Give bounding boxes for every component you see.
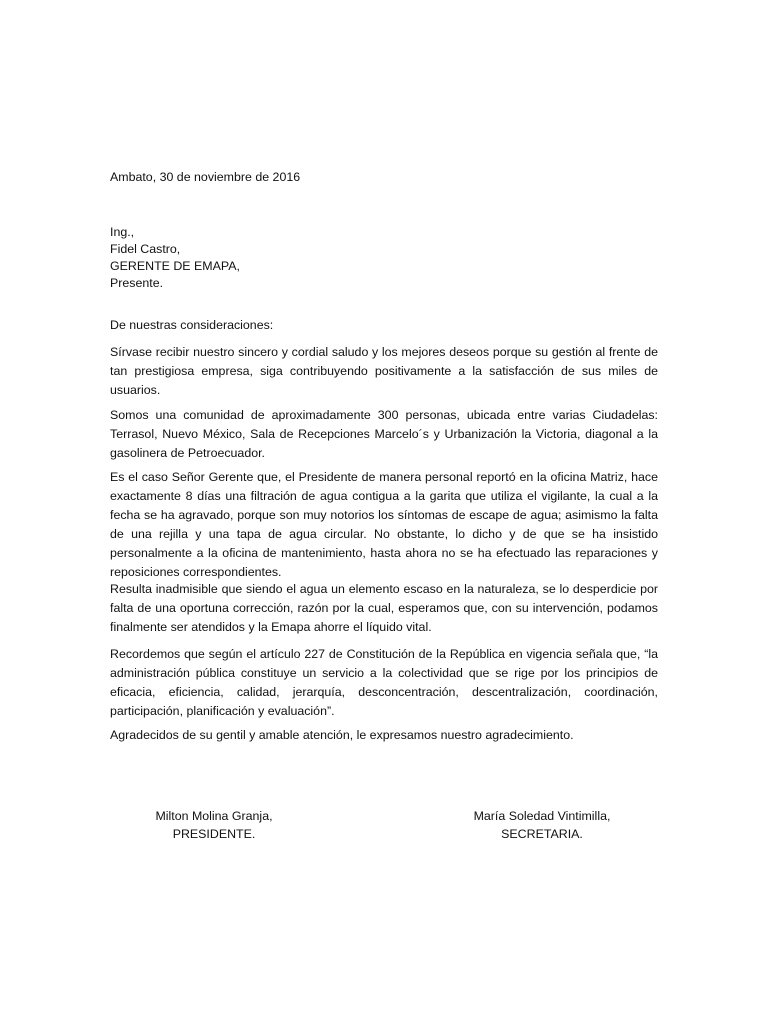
paragraph-greeting: Sírvase recibir nuestro sincero y cordial saludo y los mejores deseos porque su gestión al frente de tan prestigiosa empresa, siga contribuyendo positivamente a la satisfacción de sus miles de usuarios. <box>110 345 658 397</box>
recipient-name: Fidel Castro, <box>110 242 181 256</box>
recipient-position: GERENTE DE EMAPA, <box>110 259 240 273</box>
signature-name: María Soledad Vintimilla, <box>473 809 611 823</box>
paragraph-request: Resulta inadmisible que siendo el agua un elemento escaso en la naturaleza, se lo desperdicie por falta de una oportuna corrección, razón por la cual, esperamos que, con su intervención, podamos finalmente ser atendidos y la Emapa ahorre el líquido vital. <box>110 582 658 634</box>
paragraph-issue: Es el caso Señor Gerente que, el Presidente de manera personal reportó en la oficina Matriz, hace exactamente 8 días una filtración de agua contigua a la garita que utiliza el vigilante, la cual a la fecha se ha agravado, porque son muy notorios los síntomas de escape de agua; asimismo la falta de una rejilla y una tapa de agua circular. No obstante, lo dicho y de que se ha insistido personalmente a la oficina de mantenimiento, hasta ahora no se ha efectuado las reparaciones y reposiciones correspondientes. <box>110 470 658 579</box>
signature-president <box>104 807 324 843</box>
signature-name: Milton Molina Granja, <box>155 809 273 823</box>
paragraph-constitution: Recordemos que según el artículo 227 de Constitución de la República en vigencia señala que, “la administración pública constituye un servicio a la colectividad que se rige por los principios de eficacia, eficiencia, calidad, jerarquía, desconcentración, descentralización, coordinación, participación, planificación y evaluación”. <box>110 647 658 718</box>
date-line: Ambato, 30 de noviembre de 2016 <box>110 170 301 184</box>
signature-role: PRESIDENTE. <box>172 827 256 841</box>
recipient-title: Ing., <box>110 225 135 239</box>
salutation: De nuestras consideraciones: <box>110 318 274 332</box>
paragraph-thanks: Agradecidos de su gentil y amable atención, le expresamos nuestro agradecimiento. <box>110 728 574 742</box>
recipient-block <box>110 224 658 292</box>
paragraph-community: Somos una comunidad de aproximadamente 300 personas, ubicada entre varias Ciudadelas: Terrasol, Nuevo México, Sala de Recepciones Marcelo´s y Urbanización la Victoria, diagonal a la gasolinera de Petroecuador. <box>110 408 658 460</box>
signature-secretary <box>432 807 652 843</box>
signature-role: SECRETARIA. <box>501 827 583 841</box>
recipient-closing: Presente. <box>110 276 164 290</box>
